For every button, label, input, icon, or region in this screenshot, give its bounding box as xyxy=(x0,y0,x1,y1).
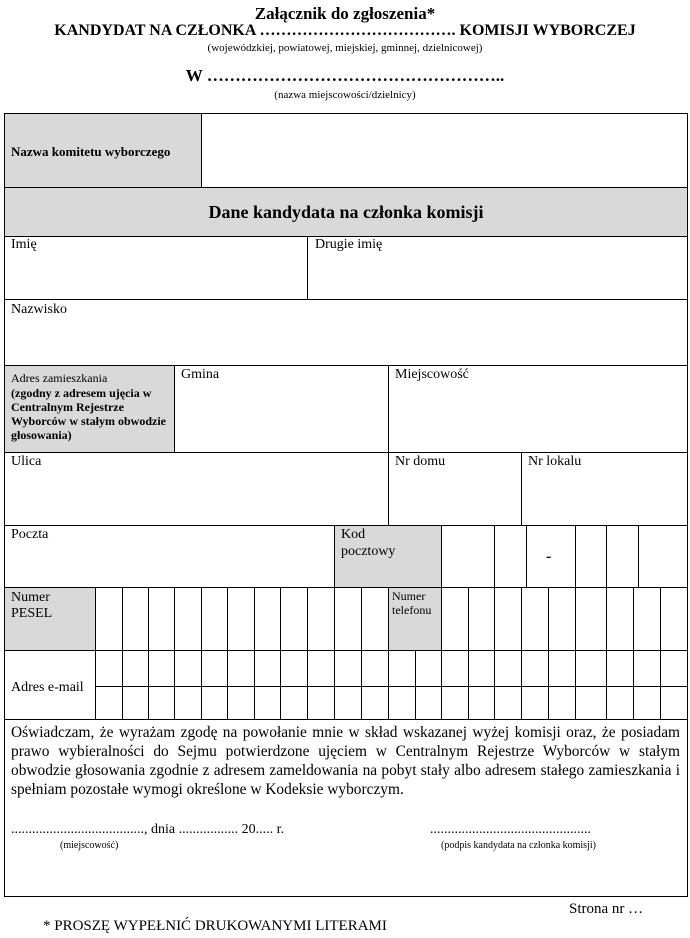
place-caption: (miejscowość) xyxy=(60,840,119,851)
page-number: Strona nr … xyxy=(569,901,644,917)
pesel-label-line2: PESEL xyxy=(11,606,53,621)
col-divider xyxy=(334,525,335,587)
postal-code-label-line1: Kod xyxy=(341,527,366,542)
phone-label-line1: Numer xyxy=(392,589,426,603)
street-label: Ulica xyxy=(11,454,42,469)
first-name-label: Imię xyxy=(11,237,37,252)
phone-boxes[interactable] xyxy=(442,588,687,649)
signature-line[interactable]: .............................................. xyxy=(430,822,591,837)
address-label: Adres zamieszkania xyxy=(11,371,108,385)
place-line: W …………………………………………….. xyxy=(185,66,505,85)
email-boxes[interactable] xyxy=(96,651,687,718)
post-office-field[interactable] xyxy=(5,526,333,586)
street-field[interactable] xyxy=(5,453,387,524)
signature-caption: (podpis kandydata na członka komisji) xyxy=(441,840,596,851)
phone-label-line2: telefonu xyxy=(392,603,432,617)
pesel-label-line1: Numer xyxy=(11,590,50,605)
commune-label: Gmina xyxy=(181,367,220,382)
attachment-title: Załącznik do zgłoszenia* xyxy=(254,4,436,23)
post-office-label: Poczta xyxy=(11,527,49,542)
surname-field[interactable] xyxy=(5,300,687,364)
section-title: Dane kandydata na członka komisji xyxy=(208,202,484,222)
locality-label: Miejscowość xyxy=(395,367,469,382)
apartment-number-label: Nr lokalu xyxy=(528,454,582,469)
postal-code-boxes[interactable] xyxy=(442,526,687,586)
postal-code-dash: - xyxy=(546,548,552,565)
consent-declaration: Oświadczam, że wyrażam zgodę na powołanie mnie w skład wskazanej wyżej komisji oraz, że posiadam prawo wybieralności do Sejmu potwierdzone ujęciem w Centralnym Rejestrze Wyborców w stałym obwodzie głosowania zgodnie z adresem zameldowania na pobyt stały albo adresem stałego zamieszkania i spełniam pozostałe wymogi określone w Kodeksie wyborczym. xyxy=(11,724,680,798)
first-name-field[interactable] xyxy=(5,237,306,298)
place-date-line[interactable]: ......................................, dnia ................. 20..... r. xyxy=(11,822,284,837)
address-note: (zgodny z adresem ujęcia w Centralnym Rejestrze Wyborców w stałym obwodzie głosowania) xyxy=(11,386,166,442)
surname-label: Nazwisko xyxy=(11,302,67,317)
committee-label: Nazwa komitetu wyborczego xyxy=(11,144,171,159)
house-number-label: Nr domu xyxy=(395,454,446,469)
postal-code-label-line2: pocztowy xyxy=(341,544,396,559)
committee-name-field[interactable] xyxy=(202,114,687,186)
pesel-boxes[interactable] xyxy=(96,588,387,649)
second-name-label: Drugie imię xyxy=(315,237,383,252)
email-label: Adres e-mail xyxy=(11,680,84,695)
row-divider xyxy=(4,187,688,188)
commission-type-note: (wojewódzkiej, powiatowej, miejskiej, gminnej, dzielnicowej) xyxy=(207,42,483,54)
uppercase-note: * PROSZĘ WYPEŁNIĆ DRUKOWANYMI LITERAMI xyxy=(43,918,387,934)
row-divider xyxy=(4,719,688,720)
place-note: (nazwa miejscowości/dzielnicy) xyxy=(274,89,416,101)
commission-title: KANDYDAT NA CZŁONKA ………………………………. KOMISJI WYBORCZEJ xyxy=(54,22,636,39)
